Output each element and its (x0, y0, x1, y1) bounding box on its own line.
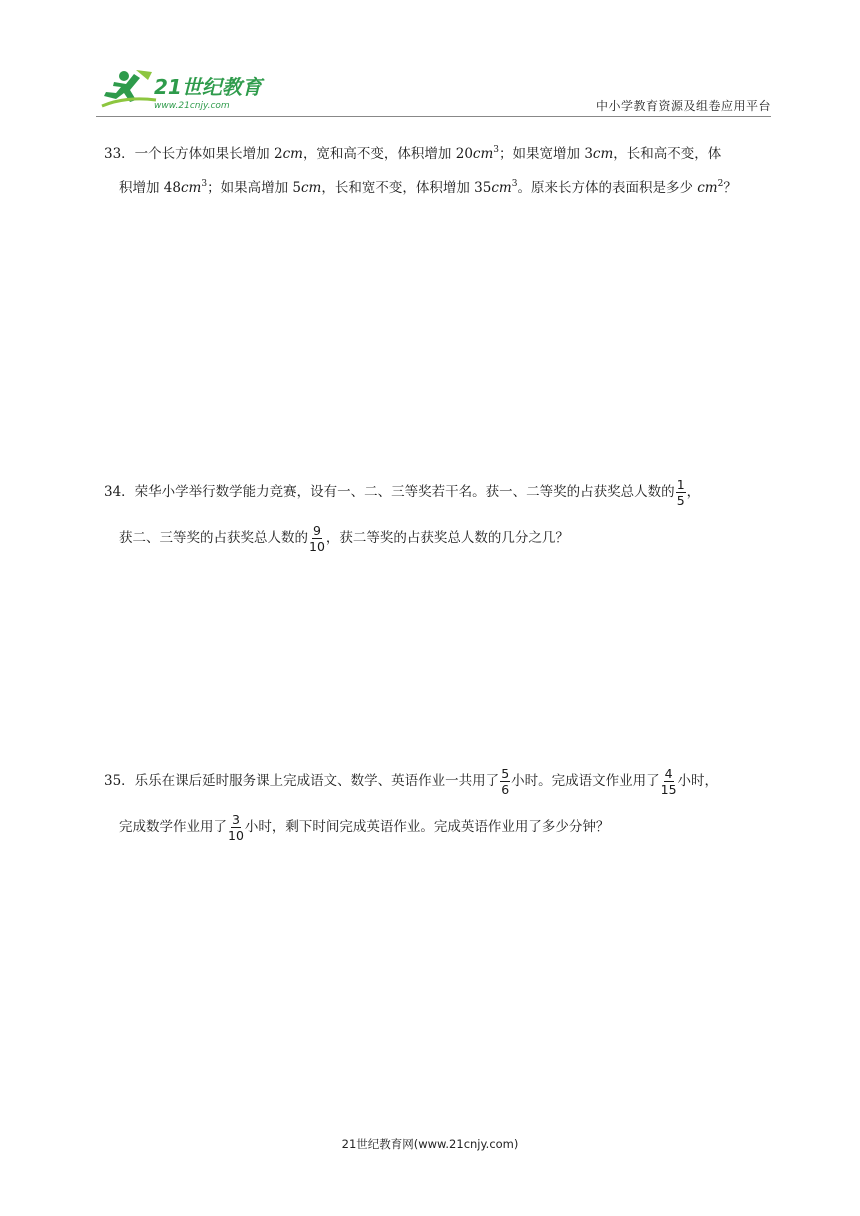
platform-title: 中小学教育资源及组卷应用平台 (595, 99, 771, 113)
fraction: $\frac{3}{10}$ (228, 812, 244, 843)
fraction: $\frac{4}{15}$ (660, 766, 677, 797)
logo-text: 21世纪教育 (154, 75, 262, 99)
question-34-line-2: 获二、三等奖的占获奖总人数的 $\frac{9}{10}$ ，获二等奖的占获奖总人数的几分之几？ (119, 523, 569, 554)
question-35-line-2: 完成数学作业用了 $\frac{3}{10}$ 小时，剩下时间完成英语作业。完成英语作业用了多少分钟？ (119, 812, 610, 843)
logo-runner-icon (96, 66, 266, 114)
header-divider (96, 116, 771, 117)
question-35 (104, 767, 764, 867)
question-35-line-1: 35．乐乐在课后延时服务课上完成语文、数学、英语作业一共用了 $\frac{5}{6}$ 小时。完成语文作业用了 $\frac{4}{15}$ 小时， (104, 766, 719, 797)
question-33 (104, 142, 764, 202)
fraction: $\frac{5}{6}$ (501, 766, 510, 797)
question-33-line-2: 积增加 $48cm^3$；如果高增加 5cm，长和宽不变，体积增加 $35cm^3$。原来长方体的表面积是多少 $cm^2$？ (119, 179, 737, 196)
logo (96, 66, 266, 114)
footer-text: 21世纪教育网(www.21cnjy.com) (341, 1137, 519, 1151)
fraction: $\frac{9}{10}$ (309, 523, 325, 554)
question-33-line-1: 33．一个长方体如果长增加 2cm，宽和高不变，体积增加 $20cm^3$；如果宽增加 3cm，长和高不变，体 (104, 145, 722, 162)
logo-url: www.21cnjy.com (154, 101, 230, 111)
question-34-line-1: 34．荣华小学举行数学能力竞赛，设有一、二、三等奖若干名。获一、二等奖的占获奖总人数的 $\frac{1}{5}$ ， (104, 477, 701, 508)
question-34 (104, 478, 764, 568)
fraction: $\frac{1}{5}$ (676, 477, 685, 508)
